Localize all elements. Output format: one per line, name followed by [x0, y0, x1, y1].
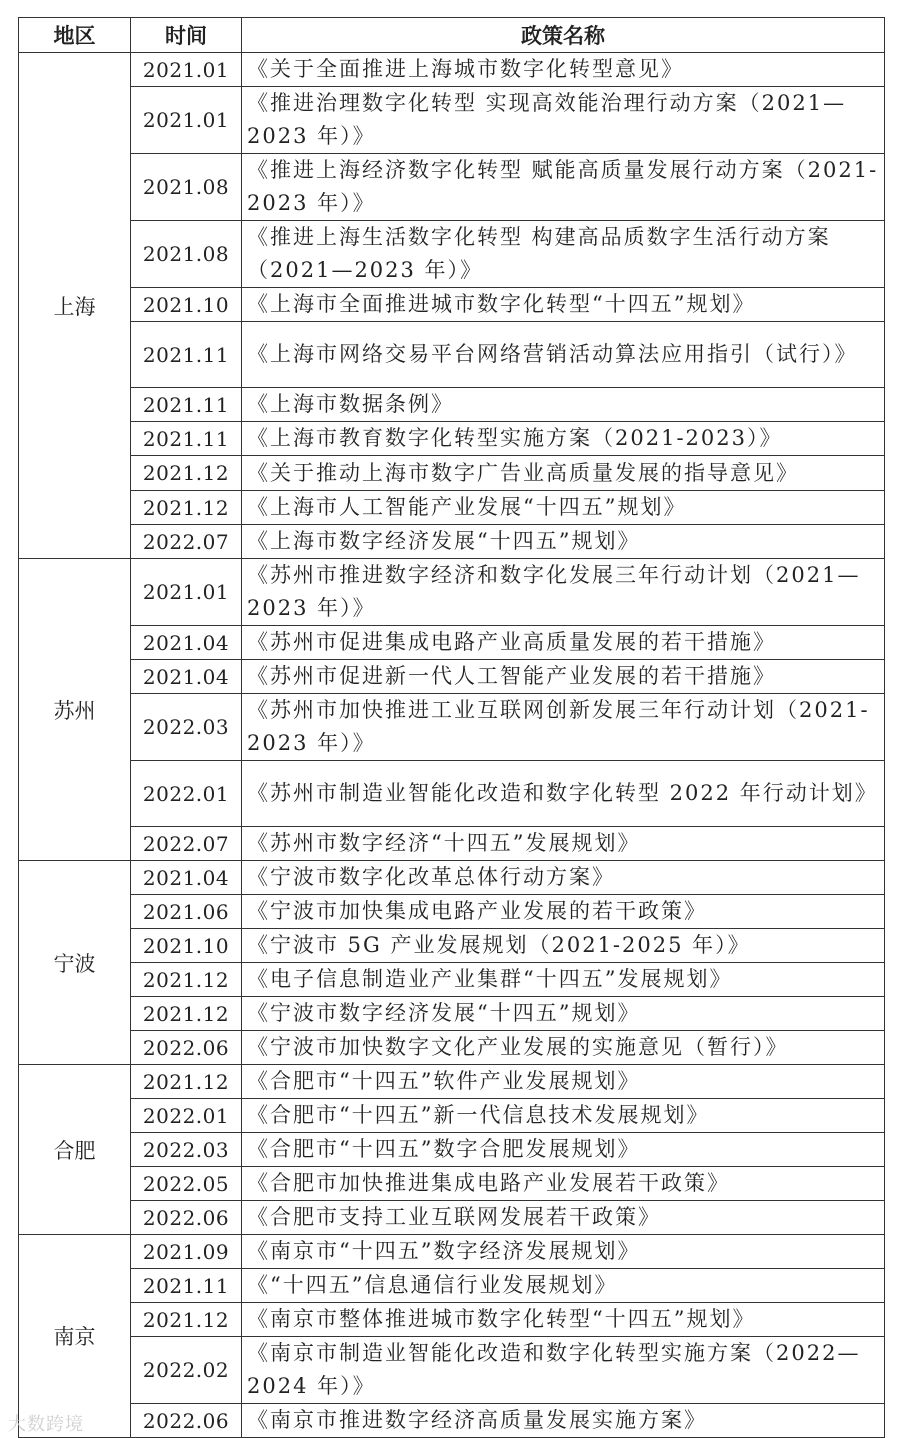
policy-cell: 《宁波市数字化改革总体行动方案》 — [242, 861, 885, 895]
date-cell: 2021.10 — [131, 929, 242, 963]
policy-cell: 《苏州市加快推进工业互联网创新发展三年行动计划（2021-2023 年）》 — [242, 694, 885, 761]
policy-cell: 《合肥市“十四五”新一代信息技术发展规划》 — [242, 1099, 885, 1133]
date-cell: 2022.06 — [131, 1404, 242, 1438]
table-row — [19, 154, 885, 221]
policy-cell: 《合肥市“十四五”软件产业发展规划》 — [242, 1065, 885, 1099]
table-row — [19, 1269, 885, 1303]
table-row — [19, 288, 885, 322]
table-row — [19, 1404, 885, 1438]
region-cell: 合肥 — [19, 1065, 131, 1235]
date-cell: 2022.02 — [131, 1337, 242, 1404]
policy-cell: 《合肥市支持工业互联网发展若干政策》 — [242, 1201, 885, 1235]
table-row — [19, 660, 885, 694]
policy-cell: 《苏州市制造业智能化改造和数字化转型 2022 年行动计划》 — [242, 761, 885, 827]
date-cell: 2021.04 — [131, 861, 242, 895]
table-row — [19, 1133, 885, 1167]
policy-cell: 《苏州市数字经济“十四五”发展规划》 — [242, 827, 885, 861]
policy-cell: 《南京市“十四五”数字经济发展规划》 — [242, 1235, 885, 1269]
table-row — [19, 221, 885, 288]
table-row — [19, 895, 885, 929]
date-cell: 2022.03 — [131, 1133, 242, 1167]
policy-cell: 《合肥市“十四五”数字合肥发展规划》 — [242, 1133, 885, 1167]
header-policy: 政策名称 — [242, 18, 885, 53]
table-row — [19, 929, 885, 963]
policy-cell: 《上海市数字经济发展“十四五”规划》 — [242, 525, 885, 559]
table-row — [19, 1099, 885, 1133]
policy-cell: 《推进上海生活数字化转型 构建高品质数字生活行动方案（2021—2023 年）》 — [242, 221, 885, 288]
date-cell: 2021.11 — [131, 1269, 242, 1303]
policy-cell: 《推进上海经济数字化转型 赋能高质量发展行动方案（2021-2023 年）》 — [242, 154, 885, 221]
table-row — [19, 456, 885, 491]
table-row — [19, 694, 885, 761]
policy-cell: 《南京市制造业智能化改造和数字化转型实施方案（2022—2024 年）》 — [242, 1337, 885, 1404]
date-cell: 2021.01 — [131, 559, 242, 626]
policy-cell: 《关于全面推进上海城市数字化转型意见》 — [242, 53, 885, 87]
policy-cell: 《电子信息制造业产业集群“十四五”发展规划》 — [242, 963, 885, 997]
table-row — [19, 53, 885, 87]
date-cell: 2021.04 — [131, 660, 242, 694]
policy-cell: 《上海市全面推进城市数字化转型“十四五”规划》 — [242, 288, 885, 322]
table-row — [19, 1167, 885, 1201]
table-row — [19, 525, 885, 559]
date-cell: 2022.03 — [131, 694, 242, 761]
policy-cell: 《“十四五”信息通信行业发展规划》 — [242, 1269, 885, 1303]
policy-cell: 《上海市人工智能产业发展“十四五”规划》 — [242, 491, 885, 525]
date-cell: 2022.07 — [131, 525, 242, 559]
region-cell: 上海 — [19, 53, 131, 559]
date-cell: 2021.01 — [131, 87, 242, 154]
table-row — [19, 1235, 885, 1269]
policy-cell: 《宁波市数字经济发展“十四五”规划》 — [242, 997, 885, 1031]
header-region: 地区 — [19, 18, 131, 53]
date-cell: 2021.12 — [131, 997, 242, 1031]
date-cell: 2021.12 — [131, 1303, 242, 1337]
policy-cell: 《合肥市加快推进集成电路产业发展若干政策》 — [242, 1167, 885, 1201]
policy-cell: 《宁波市加快集成电路产业发展的若干政策》 — [242, 895, 885, 929]
table-row — [19, 1337, 885, 1404]
table-row — [19, 626, 885, 660]
table-row — [19, 491, 885, 525]
policy-cell: 《南京市推进数字经济高质量发展实施方案》 — [242, 1404, 885, 1438]
date-cell: 2021.08 — [131, 221, 242, 288]
date-cell: 2021.08 — [131, 154, 242, 221]
policy-cell: 《宁波市 5G 产业发展规划（2021-2025 年）》 — [242, 929, 885, 963]
date-cell: 2021.06 — [131, 895, 242, 929]
date-cell: 2021.12 — [131, 456, 242, 491]
date-cell: 2021.11 — [131, 422, 242, 456]
table-row — [19, 861, 885, 895]
table-body — [19, 53, 885, 1438]
date-cell: 2021.12 — [131, 1065, 242, 1099]
date-cell: 2021.04 — [131, 626, 242, 660]
region-cell: 南京 — [19, 1235, 131, 1438]
table-row — [19, 963, 885, 997]
date-cell: 2022.01 — [131, 1099, 242, 1133]
date-cell: 2021.09 — [131, 1235, 242, 1269]
policy-cell: 《苏州市促进新一代人工智能产业发展的若干措施》 — [242, 660, 885, 694]
policy-table — [18, 17, 885, 1438]
table-row — [19, 322, 885, 388]
date-cell: 2022.01 — [131, 761, 242, 827]
header-row — [19, 18, 885, 53]
date-cell: 2021.12 — [131, 491, 242, 525]
date-cell: 2021.10 — [131, 288, 242, 322]
table-row — [19, 997, 885, 1031]
date-cell: 2022.06 — [131, 1201, 242, 1235]
date-cell: 2022.05 — [131, 1167, 242, 1201]
date-cell: 2021.01 — [131, 53, 242, 87]
policy-cell: 《宁波市加快数字文化产业发展的实施意见（暂行）》 — [242, 1031, 885, 1065]
table-row — [19, 388, 885, 422]
region-cell: 苏州 — [19, 559, 131, 861]
table-row — [19, 1303, 885, 1337]
policy-cell: 《上海市教育数字化转型实施方案（2021-2023）》 — [242, 422, 885, 456]
table-row — [19, 559, 885, 626]
table-row — [19, 1031, 885, 1065]
table-row — [19, 1201, 885, 1235]
table-row — [19, 422, 885, 456]
policy-cell: 《苏州市促进集成电路产业高质量发展的若干措施》 — [242, 626, 885, 660]
policy-cell: 《上海市数据条例》 — [242, 388, 885, 422]
date-cell: 2022.07 — [131, 827, 242, 861]
policy-cell: 《南京市整体推进城市数字化转型“十四五”规划》 — [242, 1303, 885, 1337]
date-cell: 2022.06 — [131, 1031, 242, 1065]
policy-cell: 《上海市网络交易平台网络营销活动算法应用指引（试行）》 — [242, 322, 885, 388]
policy-cell: 《苏州市推进数字经济和数字化发展三年行动计划（2021—2023 年）》 — [242, 559, 885, 626]
table-row — [19, 1065, 885, 1099]
region-cell: 宁波 — [19, 861, 131, 1065]
table-row — [19, 827, 885, 861]
date-cell: 2021.11 — [131, 388, 242, 422]
header-date: 时间 — [131, 18, 242, 53]
date-cell: 2021.11 — [131, 322, 242, 388]
date-cell: 2021.12 — [131, 963, 242, 997]
table-row — [19, 761, 885, 827]
policy-cell: 《推进治理数字化转型 实现高效能治理行动方案（2021—2023 年）》 — [242, 87, 885, 154]
watermark: 大数跨境 — [8, 1414, 84, 1435]
table-row — [19, 87, 885, 154]
policy-cell: 《关于推动上海市数字广告业高质量发展的指导意见》 — [242, 456, 885, 491]
